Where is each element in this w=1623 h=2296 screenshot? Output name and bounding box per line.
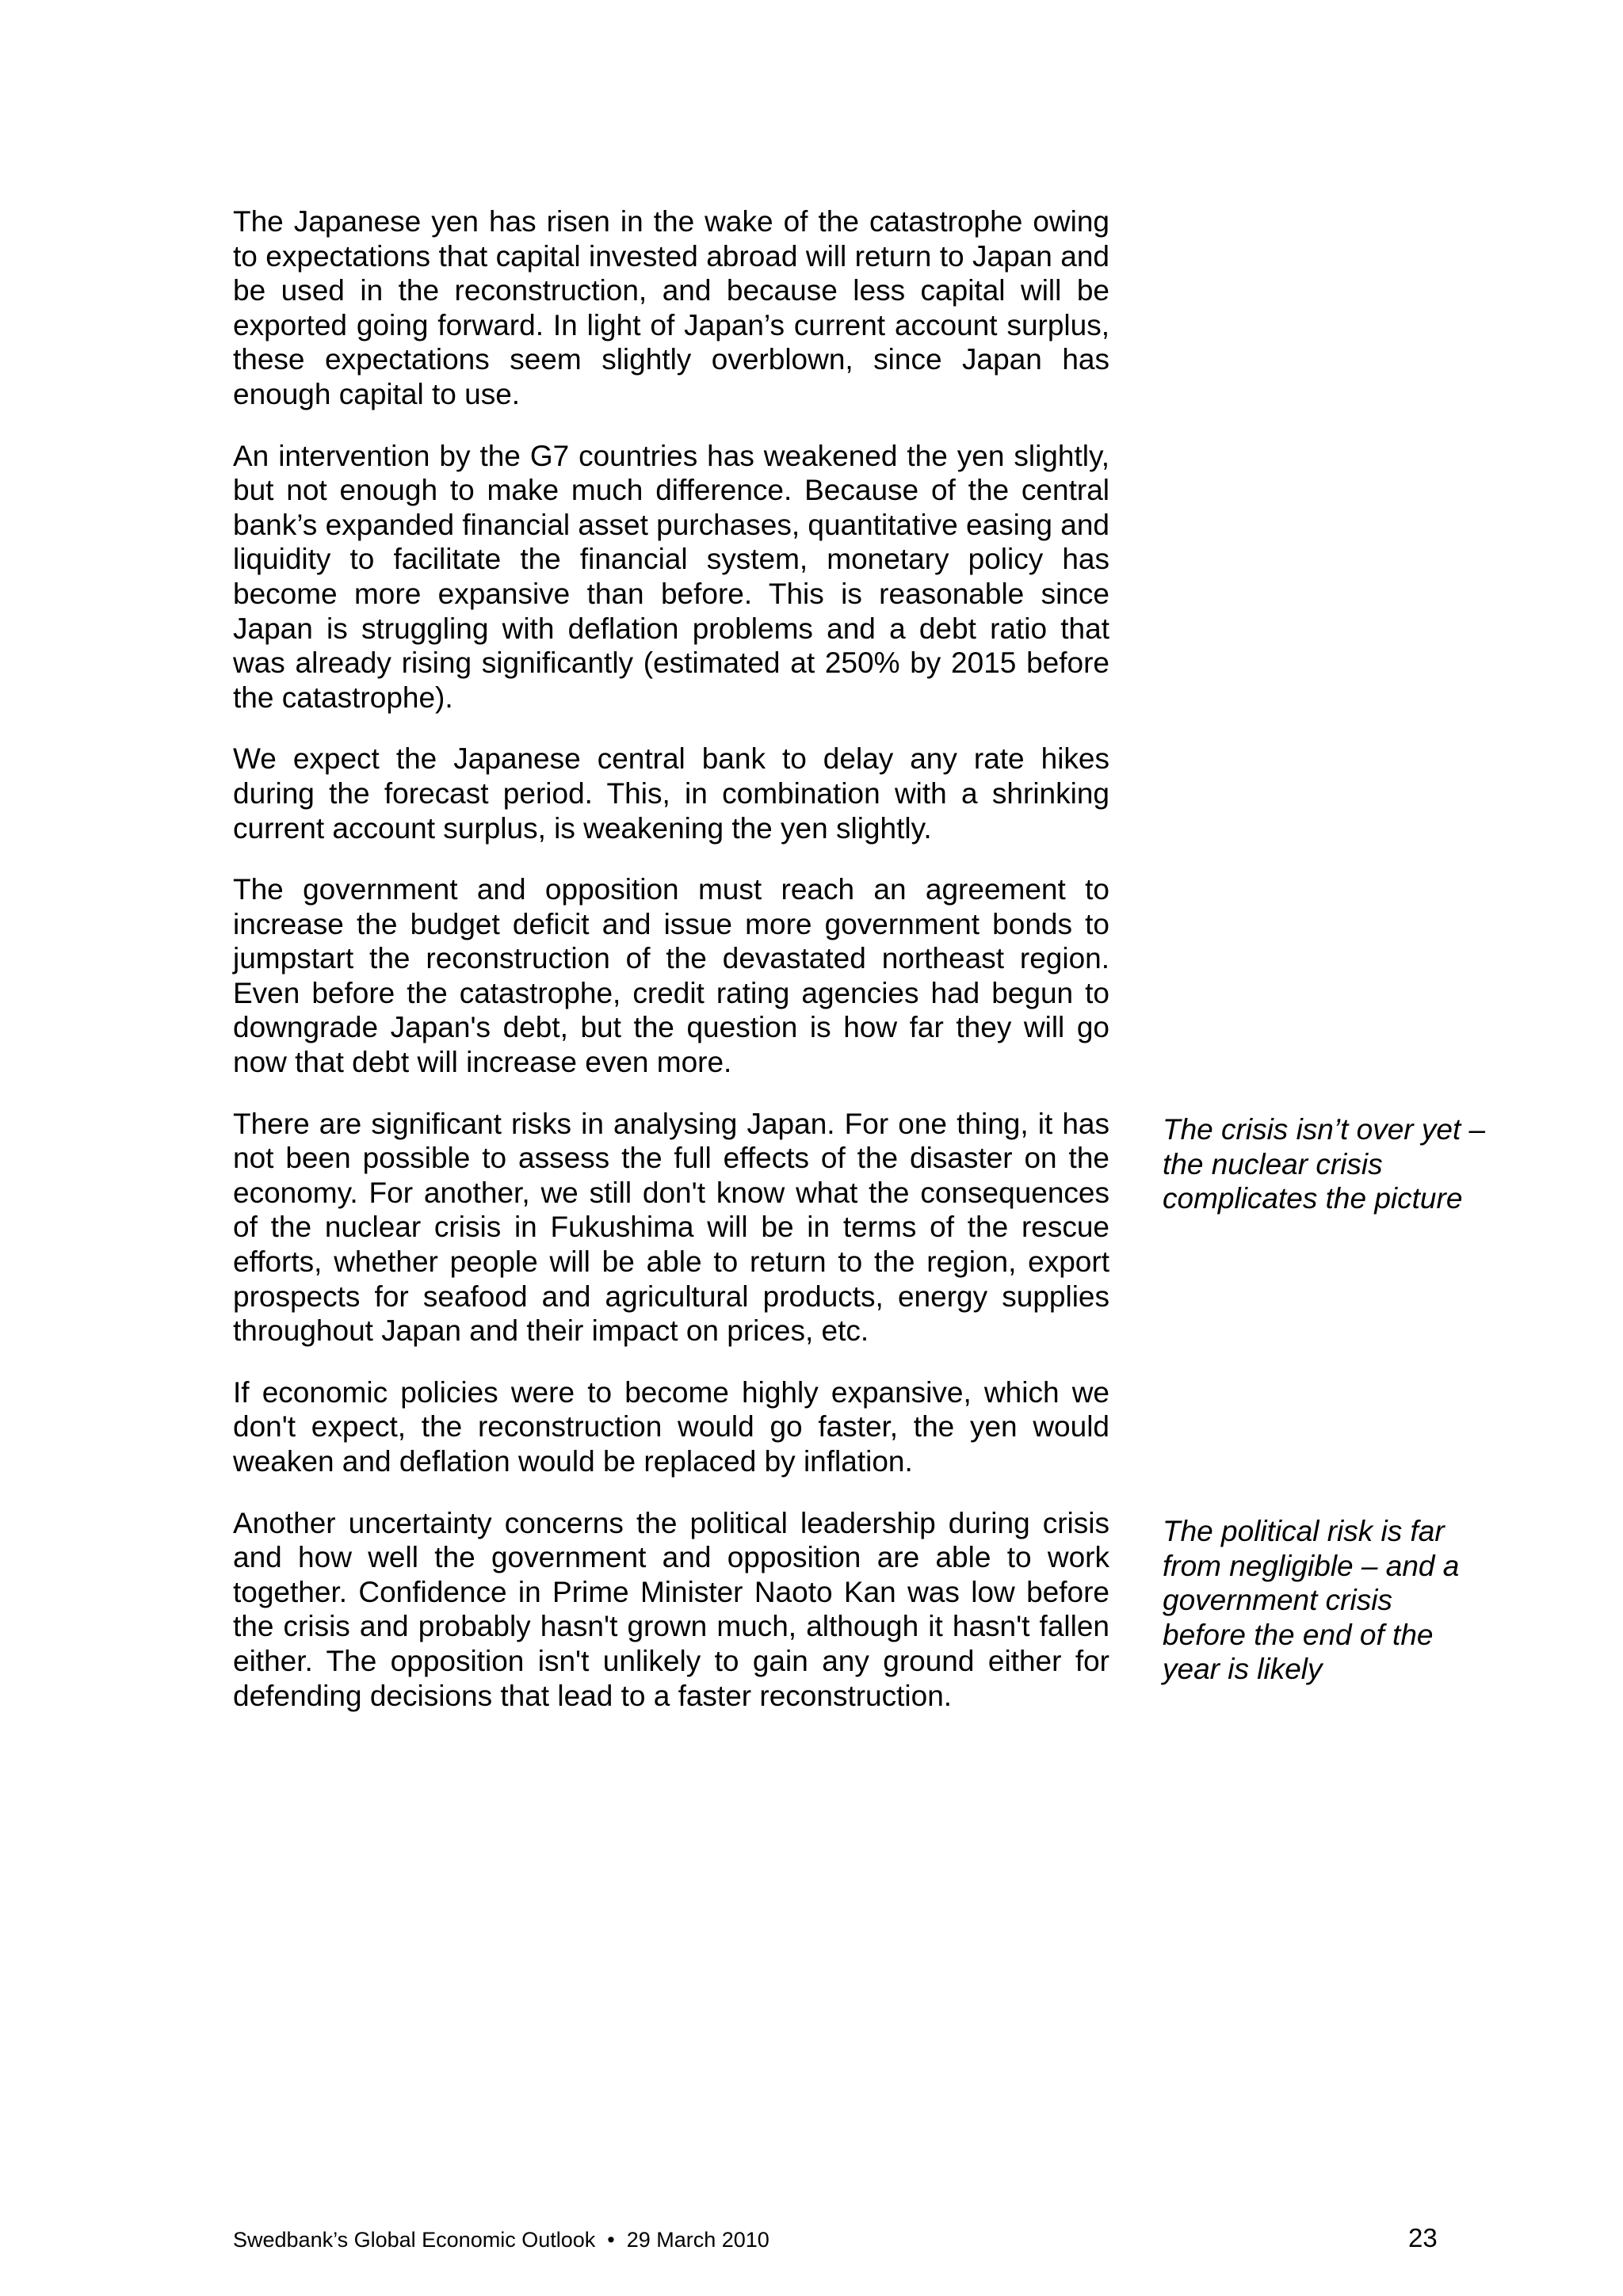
paragraph-rate-hikes: We expect the Japanese central bank to delay any rate hikes during the forecast period. This, in combination with a shrinking current account surplus, is weakening the yen slightly. [233,742,1109,845]
main-text-column [233,204,1109,1740]
footer-publication: Swedbank’s Global Economic Outlook • 29 March 2010 [233,2228,769,2252]
footer-page-number: 23 [1408,2223,1438,2252]
paragraph-budget-deficit: The government and opposition must reach an agreement to increase the budget deficit and issue more government bonds to jumpstart the reconstruction of the devastated northeast region. Even before the catastrophe, credit rating agencies had begun to downgrade Japan's debt, but the question is how far they will go now that debt will increase even more. [233,873,1109,1079]
sidenote-nuclear-crisis: The crisis isn’t over yet – the nuclear crisis complicates the picture [1163,1113,1486,1215]
paragraph-political-leadership: Another uncertainty concerns the political leadership during crisis and how well the government and opposition are able to work together. Confidence in Prime Minister Naoto Kan was low before the crisis and probably hasn't grown much, although it hasn't fallen either. The opposition isn't unlikely to gain any ground either for defending decisions that lead to a faster reconstruction. [233,1506,1109,1712]
paragraph-expansive-policies: If economic policies were to become highly expansive, which we don't expect, the reconstruction would go faster, the yen would weaken and deflation would be replaced by inflation. [233,1375,1109,1478]
paragraph-yen-rise: The Japanese yen has risen in the wake of the catastrophe owing to expectations that capital invested abroad will return to Japan and be used in the reconstruction, and because less capital will be exported going forward. In light of Japan’s current account surplus, these expectations seem slightly overblown, since Japan has enough capital to use. [233,205,1109,410]
paragraph-risks: There are significant risks in analysing Japan. For one thing, it has not been possible to assess the full effects of the disaster on the economy. For another, we still don't know what the consequences of the nuclear crisis in Fukushima will be in terms of the rescue efforts, whether people will be able to return to the region, export prospects for seafood and agricultural products, energy supplies throughout Japan and their impact on prices, etc. [233,1107,1109,1348]
sidenote-political-risk: The political risk is far from negligible – and a government crisis before the end of the year is likely [1163,1515,1460,1686]
paragraph-g7-intervention: An intervention by the G7 countries has weakened the yen slightly, but not enough to make much difference. Because of the central bank’s expanded financial asset purchases, quantitative easing and liquidity to facilitate the financial system, monetary policy has become more expansive than before. This is reasonable since Japan is struggling with deflation problems and a debt ratio that was already rising significantly (estimated at 250% by 2015 before the catastrophe). [233,439,1109,714]
